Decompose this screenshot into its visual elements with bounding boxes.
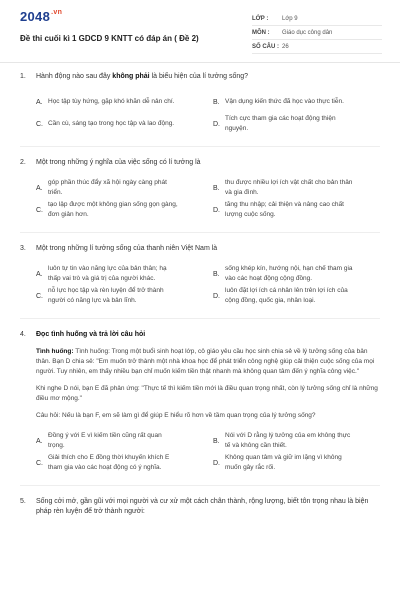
question-number: 4. <box>20 331 26 338</box>
question-5 <box>0 497 400 517</box>
option-a[interactable]: A. luôn tự tin vào năng lực của bản thân; hạ thấp vai trò và giá trị của người khác. <box>36 265 167 282</box>
situation-paragraph-2: Khi nghe D nói, bạn E đã phản ứng: "Thực tế thì kiếm tiền mới là điều quan trọng nhất, còn lý tưởng sống chỉ là những điều mơ mộng." <box>36 385 378 402</box>
question-number: 5. <box>20 498 26 505</box>
option-b[interactable]: B. Vận dụng kiến thức đã học vào thực tiễn. <box>213 98 344 106</box>
meta-key: MÔN : <box>252 29 270 36</box>
option-a[interactable]: A. Học tập tùy hứng, gặp khó khăn dễ nản chí. <box>36 98 175 106</box>
option-c[interactable]: C. nỗ lực học tập và rèn luyện để trở thành người có năng lực và bản lĩnh. <box>36 287 164 304</box>
question-3 <box>0 244 400 307</box>
logo-tld: .vn <box>51 9 63 16</box>
option-a[interactable]: A. Đồng ý với E vì kiếm tiền cũng rất quan trọng. <box>36 432 162 449</box>
option-b[interactable]: B. thu được nhiều lợi ích vật chất cho bản thân và gia đình. <box>213 179 353 196</box>
option-d[interactable]: D. Không quan tâm và giữ im lặng vì không muốn gây rắc rối. <box>213 454 342 471</box>
option-c[interactable]: C. Giải thích cho E đồng thời khuyến khích E tham gia vào các hoạt động có ý nghĩa. <box>36 454 170 471</box>
situation-question: Câu hỏi: Nếu là bạn F, em sẽ làm gì để giúp E hiểu rõ hơn về tầm quan trọng của lý tưởng sống? <box>36 412 316 419</box>
question-2 <box>0 158 400 221</box>
option-c[interactable]: C. Cần cù, sáng tạo trong học tập và lao động. <box>36 120 175 128</box>
question-1 <box>0 72 400 135</box>
situation-paragraph: Tình huống: Tình huống: Trong một buổi sinh hoạt lớp, cô giáo yêu cầu học sinh chia sẻ về lý tưởng sống của bản thân. Bạn D chia sẻ: "Em muốn trở thành một nhà khoa học để phát triển công nghệ giúp cải thiện cuộc sống của mọi người. Tuy nhiên, em thấy nhiều bạn chỉ muốn kiếm tiền thật nhanh mà không quan tâm đến ý nghĩa công việc." <box>36 348 375 375</box>
exam-title: Đề thi cuối kì 1 GDCD 9 KNTT có đáp án ( Đề 2) <box>20 34 199 43</box>
site-logo[interactable] <box>20 9 62 24</box>
question-text: Một trong những ý nghĩa của việc sống có lí tưởng là <box>36 159 201 166</box>
meta-row-subject <box>252 26 382 40</box>
meta-key: LỚP : <box>252 15 269 22</box>
question-text: Một trong những lí tưởng sống của thanh niên Việt Nam là <box>36 245 218 252</box>
option-c[interactable]: C. tạo lập được một không gian sống gọn gàng, đơn giản hơn. <box>36 201 178 218</box>
exam-meta-table <box>252 12 382 54</box>
divider <box>20 146 380 147</box>
question-number: 2. <box>20 159 26 166</box>
option-d[interactable]: D. Tích cực tham gia các hoạt động thiện nguyện. <box>213 115 336 132</box>
meta-value: 26 <box>282 43 289 50</box>
meta-key: SỐ CÂU : <box>252 43 279 50</box>
question-text: Đọc tình huống và trả lời câu hỏi <box>36 331 146 338</box>
divider <box>20 318 380 319</box>
question-number: 1. <box>20 73 26 80</box>
question-4 <box>0 330 400 474</box>
option-d[interactable]: D. luôn đặt lợi ích cá nhân lên trên lợi ích của cộng đồng, quốc gia, nhân loại. <box>213 287 348 304</box>
meta-value: Lớp 9 <box>282 15 298 22</box>
question-number: 3. <box>20 245 26 252</box>
page-header <box>0 0 400 63</box>
option-b[interactable]: B. Nói với D rằng lý tưởng của em không thực tế và không cần thiết. <box>213 432 351 449</box>
option-a[interactable]: A. góp phần thúc đẩy xã hội ngày càng phát triển. <box>36 179 167 196</box>
divider <box>20 485 380 486</box>
meta-row-grade <box>252 12 382 26</box>
option-b[interactable]: B. sống khép kín, hướng nội, hạn chế tham gia vào các hoạt động cộng đồng. <box>213 265 353 282</box>
questions-list <box>0 72 400 517</box>
option-d[interactable]: D. tăng thu nhập; cải thiện và nâng cao chất lượng cuộc sống. <box>213 201 344 218</box>
logo-brand: 2048 <box>20 9 51 24</box>
question-text: Hành động nào sau đây không phải là biểu hiện của lí tưởng sống? <box>36 73 249 80</box>
meta-row-count <box>252 40 382 54</box>
divider <box>20 232 380 233</box>
question-text: Sống cởi mở, gần gũi với mọi người và cư xử một cách chân thành, rộng lượng, biết tôn trọng nhau là biện pháp rèn luyện để trở thành người: <box>36 498 369 515</box>
meta-value: Giáo dục công dân <box>282 29 333 36</box>
